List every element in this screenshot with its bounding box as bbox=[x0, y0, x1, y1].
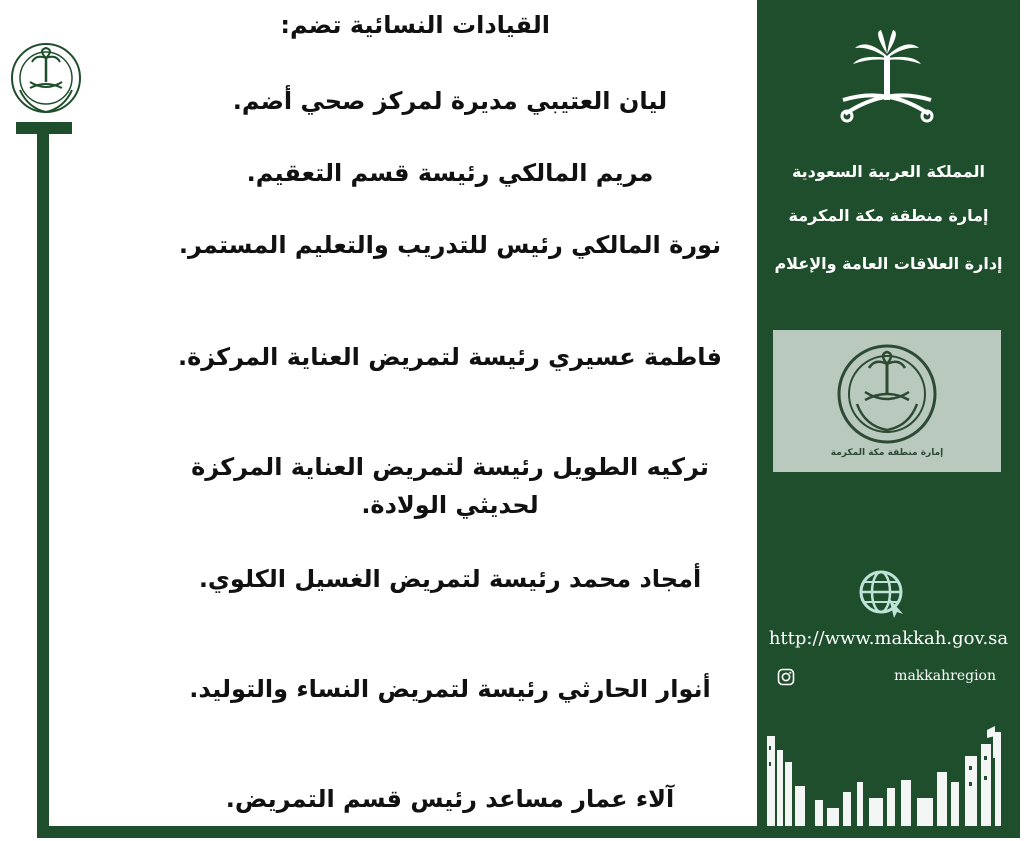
seal-icon bbox=[835, 342, 939, 448]
seal-caption: إمارة منطقة مكة المكرمة bbox=[830, 448, 944, 458]
left-vertical-bar bbox=[37, 134, 49, 834]
list-item: تركيه الطويل رئيسة لتمريض العناية المركزة لحديثي الولادة. bbox=[191, 453, 709, 519]
list-item: ليان العتيبي مديرة لمركز صحي أضم. bbox=[232, 87, 668, 115]
list-item: أمجاد محمد رئيسة لتمريض الغسيل الكلوي. bbox=[198, 565, 702, 593]
list-item: مريم المالكي رئيسة قسم التعقيم. bbox=[246, 159, 654, 187]
panel-title-kingdom: المملكة العربية السعودية bbox=[791, 162, 986, 181]
seal-card bbox=[773, 330, 1001, 472]
globe-icon bbox=[857, 568, 909, 620]
instagram-handle[interactable]: makkahregion bbox=[894, 668, 996, 684]
leaders-list bbox=[150, 0, 750, 826]
list-item: آلاء عمار مساعد رئيس قسم التمريض. bbox=[225, 785, 675, 813]
list-item: نورة المالكي رئيس للتدريب والتعليم المستمر. bbox=[178, 231, 722, 259]
panel-title-emirate: إمارة منطقة مكة المكرمة bbox=[788, 206, 989, 225]
skyline-illustration bbox=[765, 722, 1015, 826]
list-item: فاطمة عسيري رئيسة لتمريض العناية المركزة. bbox=[177, 343, 723, 371]
page-heading: القيادات النسائية تضم: bbox=[280, 11, 550, 39]
right-panel bbox=[757, 0, 1020, 826]
panel-title-department: إدارة العلاقات العامة والإعلام bbox=[774, 254, 1003, 273]
palm-swords-emblem-icon bbox=[837, 28, 937, 136]
instagram-icon[interactable] bbox=[777, 668, 795, 686]
website-link[interactable]: http://www.makkah.gov.sa bbox=[768, 628, 1009, 649]
list-item: أنوار الحارثي رئيسة لتمريض النساء والتوليد. bbox=[189, 675, 711, 703]
left-emblem-icon bbox=[8, 40, 84, 118]
bottom-horizontal-bar bbox=[37, 826, 1020, 838]
left-bar-cap bbox=[16, 122, 72, 134]
